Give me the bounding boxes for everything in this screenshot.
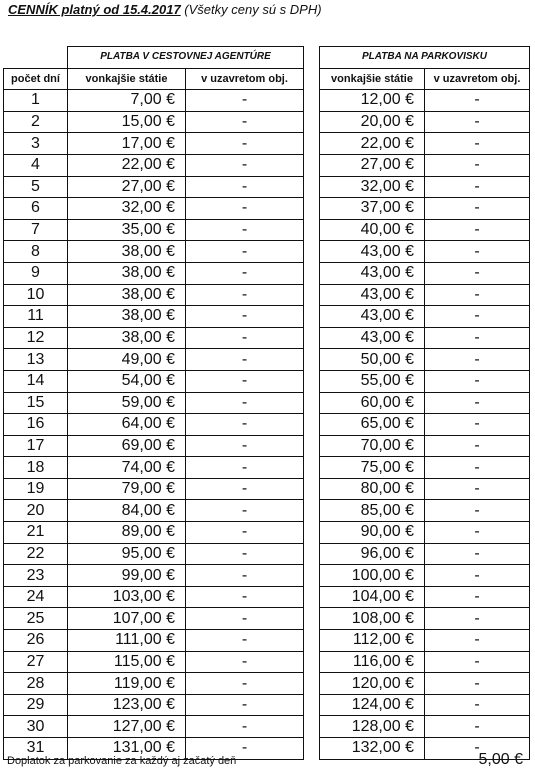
parking-outside-price-cell: 75,00 € — [320, 457, 425, 479]
table-row — [4, 457, 304, 479]
agency-outside-price-cell: 38,00 € — [68, 284, 186, 306]
day-count-cell: 10 — [4, 284, 68, 306]
day-count-cell: 6 — [4, 198, 68, 220]
parking-outside-price-cell: 65,00 € — [320, 414, 425, 436]
day-count-cell: 13 — [4, 349, 68, 371]
table-row — [320, 630, 530, 652]
parking-covered-price-cell: - — [425, 133, 530, 155]
table-row — [4, 630, 304, 652]
agency-outside-price-cell: 27,00 € — [68, 176, 186, 198]
parking-outside-price-cell: 27,00 € — [320, 154, 425, 176]
table-row — [320, 306, 530, 328]
table-row — [320, 543, 530, 565]
agency-outside-price-cell: 123,00 € — [68, 694, 186, 716]
agency-covered-price-cell: - — [186, 414, 304, 436]
day-count-cell: 14 — [4, 370, 68, 392]
parking-outside-price-cell: 12,00 € — [320, 90, 425, 112]
parking-outside-column-header: vonkajšie státie — [320, 68, 425, 90]
parking-covered-price-cell: - — [425, 241, 530, 263]
agency-outside-price-cell: 79,00 € — [68, 478, 186, 500]
agency-covered-price-cell: - — [186, 738, 304, 760]
agency-outside-price-cell: 38,00 € — [68, 241, 186, 263]
parking-outside-price-cell: 37,00 € — [320, 198, 425, 220]
parking-covered-price-cell: - — [425, 90, 530, 112]
day-count-cell: 25 — [4, 608, 68, 630]
day-count-cell: 15 — [4, 392, 68, 414]
agency-outside-price-cell: 74,00 € — [68, 457, 186, 479]
agency-outside-price-cell: 99,00 € — [68, 565, 186, 587]
day-count-cell: 3 — [4, 133, 68, 155]
day-count-cell: 2 — [4, 111, 68, 133]
parking-outside-price-cell: 96,00 € — [320, 543, 425, 565]
parking-outside-price-cell: 43,00 € — [320, 327, 425, 349]
parking-covered-price-cell: - — [425, 565, 530, 587]
agency-outside-price-cell: 38,00 € — [68, 262, 186, 284]
parking-covered-price-cell: - — [425, 111, 530, 133]
parking-covered-price-cell: - — [425, 457, 530, 479]
table-row — [4, 219, 304, 241]
day-count-cell: 8 — [4, 241, 68, 263]
parking-outside-price-cell: 43,00 € — [320, 306, 425, 328]
agency-outside-price-cell: 111,00 € — [68, 630, 186, 652]
table-row — [320, 478, 530, 500]
agency-covered-price-cell: - — [186, 306, 304, 328]
parking-outside-price-cell: 116,00 € — [320, 651, 425, 673]
table-row — [320, 370, 530, 392]
parking-covered-price-cell: - — [425, 522, 530, 544]
table-row — [320, 219, 530, 241]
parking-covered-price-cell: - — [425, 392, 530, 414]
table-row — [320, 522, 530, 544]
day-count-cell: 11 — [4, 306, 68, 328]
day-count-cell: 31 — [4, 738, 68, 760]
agency-covered-price-cell: - — [186, 651, 304, 673]
agency-covered-price-cell: - — [186, 586, 304, 608]
table-row — [320, 694, 530, 716]
agency-outside-price-cell: 49,00 € — [68, 349, 186, 371]
agency-outside-price-cell: 89,00 € — [68, 522, 186, 544]
table-row — [4, 694, 304, 716]
day-count-cell: 22 — [4, 543, 68, 565]
agency-outside-price-cell: 17,00 € — [68, 133, 186, 155]
agency-outside-price-cell: 59,00 € — [68, 392, 186, 414]
agency-covered-price-cell: - — [186, 565, 304, 587]
table-row — [320, 111, 530, 133]
agency-outside-price-cell: 32,00 € — [68, 198, 186, 220]
agency-covered-price-cell: - — [186, 284, 304, 306]
parking-outside-price-cell: 32,00 € — [320, 176, 425, 198]
agency-outside-price-cell: 131,00 € — [68, 738, 186, 760]
agency-covered-price-cell: - — [186, 349, 304, 371]
parking-covered-price-cell: - — [425, 651, 530, 673]
agency-outside-price-cell: 15,00 € — [68, 111, 186, 133]
agency-covered-price-cell: - — [186, 154, 304, 176]
agency-covered-column-header: v uzavretom obj. — [186, 68, 304, 90]
parking-outside-price-cell: 108,00 € — [320, 608, 425, 630]
agency-covered-price-cell: - — [186, 608, 304, 630]
table-row — [320, 198, 530, 220]
table-row — [320, 90, 530, 112]
table-row — [320, 392, 530, 414]
day-count-cell: 27 — [4, 651, 68, 673]
parking-covered-price-cell: - — [425, 370, 530, 392]
surcharge-price: 5,00 € — [478, 751, 523, 768]
agency-covered-price-cell: - — [186, 370, 304, 392]
day-count-cell: 17 — [4, 435, 68, 457]
agency-covered-price-cell: - — [186, 133, 304, 155]
parking-covered-price-cell: - — [425, 306, 530, 328]
agency-covered-price-cell: - — [186, 219, 304, 241]
parking-covered-price-cell: - — [425, 327, 530, 349]
day-count-cell: 12 — [4, 327, 68, 349]
table-row — [4, 414, 304, 436]
parking-covered-price-cell: - — [425, 284, 530, 306]
agency-covered-price-cell: - — [186, 522, 304, 544]
agency-outside-price-cell: 119,00 € — [68, 673, 186, 695]
day-count-cell: 19 — [4, 478, 68, 500]
title-text: CENNÍK platný od 15.4.2017 — [8, 2, 181, 17]
parking-outside-price-cell: 112,00 € — [320, 630, 425, 652]
parking-covered-price-cell: - — [425, 608, 530, 630]
table-row — [4, 284, 304, 306]
agency-group-header-row — [4, 47, 304, 69]
parking-group-header-row — [320, 47, 530, 69]
table-row — [4, 565, 304, 587]
table-row — [4, 111, 304, 133]
table-row — [320, 414, 530, 436]
parking-outside-price-cell: 40,00 € — [320, 219, 425, 241]
agency-group-header: PLATBA V CESTOVNEJ AGENTÚRE — [68, 47, 304, 69]
day-count-cell: 9 — [4, 262, 68, 284]
table-row — [320, 262, 530, 284]
parking-outside-price-cell: 22,00 € — [320, 133, 425, 155]
table-row — [320, 716, 530, 738]
agency-column-header-row — [4, 68, 304, 90]
table-row — [4, 522, 304, 544]
table-row — [4, 262, 304, 284]
table-row — [4, 349, 304, 371]
parking-outside-price-cell: 43,00 € — [320, 241, 425, 263]
table-row — [320, 349, 530, 371]
parking-covered-price-cell: - — [425, 500, 530, 522]
table-row — [4, 608, 304, 630]
day-count-cell: 18 — [4, 457, 68, 479]
agency-outside-price-cell: 127,00 € — [68, 716, 186, 738]
table-row — [4, 500, 304, 522]
day-count-cell: 23 — [4, 565, 68, 587]
agency-covered-price-cell: - — [186, 392, 304, 414]
table-row — [4, 435, 304, 457]
agency-outside-price-cell: 103,00 € — [68, 586, 186, 608]
parking-covered-price-cell: - — [425, 435, 530, 457]
agency-covered-price-cell: - — [186, 543, 304, 565]
agency-outside-price-cell: 64,00 € — [68, 414, 186, 436]
day-count-cell: 20 — [4, 500, 68, 522]
table-row — [4, 478, 304, 500]
agency-covered-price-cell: - — [186, 90, 304, 112]
agency-outside-price-cell: 38,00 € — [68, 327, 186, 349]
table-row — [320, 586, 530, 608]
table-row — [4, 716, 304, 738]
table-row — [4, 90, 304, 112]
table-row — [320, 673, 530, 695]
table-row — [4, 673, 304, 695]
parking-covered-price-cell: - — [425, 738, 530, 760]
parking-outside-price-cell: 120,00 € — [320, 673, 425, 695]
table-row — [320, 608, 530, 630]
parking-outside-price-cell: 70,00 € — [320, 435, 425, 457]
parking-outside-price-cell: 85,00 € — [320, 500, 425, 522]
day-count-cell: 28 — [4, 673, 68, 695]
parking-covered-price-cell: - — [425, 198, 530, 220]
day-count-cell: 24 — [4, 586, 68, 608]
agency-covered-price-cell: - — [186, 241, 304, 263]
agency-outside-price-cell: 107,00 € — [68, 608, 186, 630]
parking-outside-price-cell: 20,00 € — [320, 111, 425, 133]
table-row — [4, 198, 304, 220]
parking-covered-price-cell: - — [425, 586, 530, 608]
agency-covered-price-cell: - — [186, 630, 304, 652]
day-count-cell: 30 — [4, 716, 68, 738]
agency-covered-price-cell: - — [186, 457, 304, 479]
parking-outside-price-cell: 132,00 € — [320, 738, 425, 760]
parking-covered-price-cell: - — [425, 478, 530, 500]
agency-outside-column-header: vonkajšie státie — [68, 68, 186, 90]
days-column-header: počet dní — [4, 68, 68, 90]
table-row — [320, 651, 530, 673]
table-row — [320, 500, 530, 522]
agency-covered-price-cell: - — [186, 435, 304, 457]
agency-covered-price-cell: - — [186, 327, 304, 349]
day-count-cell: 4 — [4, 154, 68, 176]
agency-covered-price-cell: - — [186, 111, 304, 133]
agency-outside-price-cell: 35,00 € — [68, 219, 186, 241]
day-count-cell: 29 — [4, 694, 68, 716]
parking-covered-price-cell: - — [425, 154, 530, 176]
day-count-cell: 5 — [4, 176, 68, 198]
parking-outside-price-cell: 100,00 € — [320, 565, 425, 587]
table-row — [4, 392, 304, 414]
table-row — [4, 327, 304, 349]
parking-covered-price-cell: - — [425, 262, 530, 284]
parking-covered-price-cell: - — [425, 219, 530, 241]
agency-outside-price-cell: 69,00 € — [68, 435, 186, 457]
agency-outside-price-cell: 95,00 € — [68, 543, 186, 565]
agency-covered-price-cell: - — [186, 478, 304, 500]
day-count-cell: 7 — [4, 219, 68, 241]
day-count-cell: 26 — [4, 630, 68, 652]
table-row — [4, 586, 304, 608]
table-row — [4, 133, 304, 155]
parking-column-header-row — [320, 68, 530, 90]
agency-covered-price-cell: - — [186, 500, 304, 522]
table-row — [320, 284, 530, 306]
parking-covered-price-cell: - — [425, 630, 530, 652]
table-row — [320, 435, 530, 457]
parking-outside-price-cell: 43,00 € — [320, 284, 425, 306]
agency-outside-price-cell: 22,00 € — [68, 154, 186, 176]
table-row — [4, 543, 304, 565]
table-row — [320, 457, 530, 479]
table-row — [320, 565, 530, 587]
parking-covered-price-cell: - — [425, 349, 530, 371]
parking-outside-price-cell: 60,00 € — [320, 392, 425, 414]
parking-covered-price-cell: - — [425, 543, 530, 565]
parking-covered-price-cell: - — [425, 673, 530, 695]
parking-covered-price-cell: - — [425, 414, 530, 436]
surcharge-label: Doplatok za parkovanie za každý aj začatý deň — [7, 755, 237, 767]
table-row — [320, 327, 530, 349]
agency-covered-price-cell: - — [186, 176, 304, 198]
parking-group-header: PLATBA NA PARKOVISKU — [320, 47, 530, 69]
agency-covered-price-cell: - — [186, 716, 304, 738]
table-row — [4, 306, 304, 328]
agency-covered-price-cell: - — [186, 694, 304, 716]
day-count-cell: 16 — [4, 414, 68, 436]
agency-covered-price-cell: - — [186, 198, 304, 220]
price-list-title — [8, 2, 322, 17]
parking-outside-price-cell: 104,00 € — [320, 586, 425, 608]
parking-price-table — [319, 46, 530, 760]
day-count-cell: 1 — [4, 90, 68, 112]
agency-outside-price-cell: 84,00 € — [68, 500, 186, 522]
agency-outside-price-cell: 115,00 € — [68, 651, 186, 673]
table-row — [4, 241, 304, 263]
table-row — [320, 154, 530, 176]
table-row — [4, 154, 304, 176]
day-count-cell: 21 — [4, 522, 68, 544]
parking-covered-column-header: v uzavretom obj. — [425, 68, 530, 90]
agency-price-table — [3, 46, 304, 760]
parking-covered-price-cell: - — [425, 716, 530, 738]
parking-outside-price-cell: 90,00 € — [320, 522, 425, 544]
table-row — [320, 241, 530, 263]
blank-cell — [4, 47, 68, 69]
agency-covered-price-cell: - — [186, 262, 304, 284]
table-row — [4, 651, 304, 673]
vat-note: (Všetky ceny sú s DPH) — [184, 2, 322, 17]
agency-covered-price-cell: - — [186, 673, 304, 695]
agency-outside-price-cell: 54,00 € — [68, 370, 186, 392]
parking-outside-price-cell: 50,00 € — [320, 349, 425, 371]
parking-outside-price-cell: 43,00 € — [320, 262, 425, 284]
parking-outside-price-cell: 55,00 € — [320, 370, 425, 392]
agency-outside-price-cell: 38,00 € — [68, 306, 186, 328]
parking-outside-price-cell: 80,00 € — [320, 478, 425, 500]
parking-covered-price-cell: - — [425, 176, 530, 198]
table-row — [320, 133, 530, 155]
table-row — [320, 176, 530, 198]
parking-covered-price-cell: - — [425, 694, 530, 716]
table-row — [4, 370, 304, 392]
parking-outside-price-cell: 124,00 € — [320, 694, 425, 716]
parking-outside-price-cell: 128,00 € — [320, 716, 425, 738]
agency-outside-price-cell: 7,00 € — [68, 90, 186, 112]
table-row — [4, 176, 304, 198]
